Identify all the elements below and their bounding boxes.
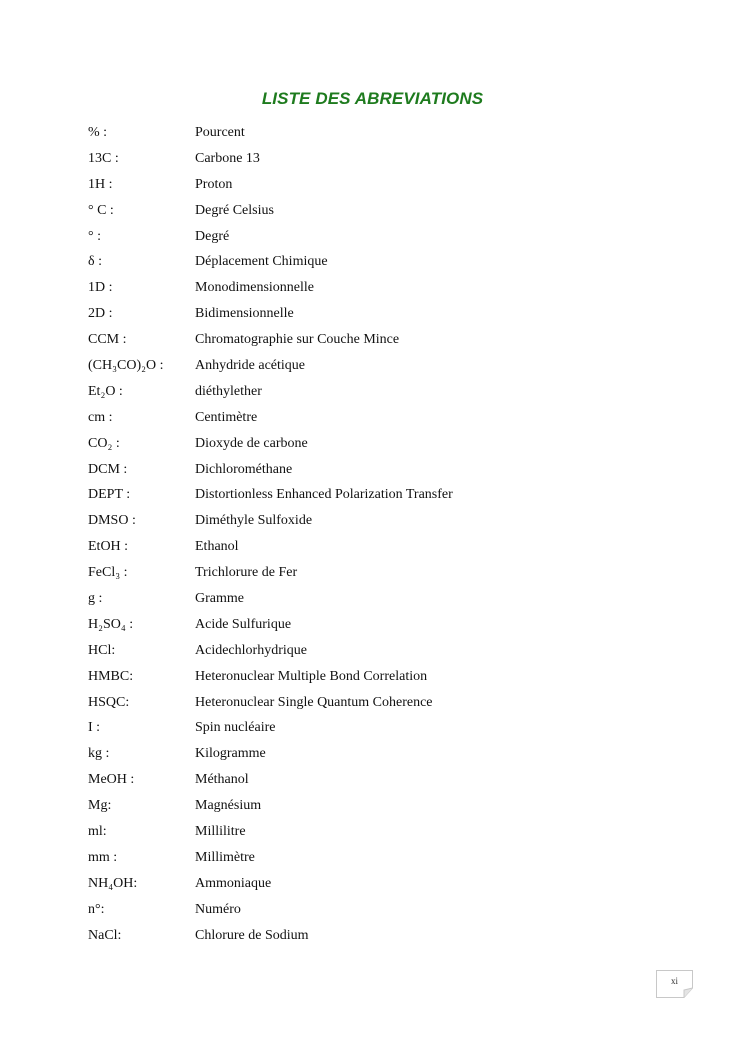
abbreviation-row: [88, 897, 688, 923]
abbreviation-term: NaCl:: [88, 927, 122, 943]
abbreviation-row: [88, 120, 688, 146]
abbreviation-row: [88, 767, 688, 793]
abbreviation-row: [88, 923, 688, 949]
abbreviation-term: 1D :: [88, 280, 113, 296]
abbreviation-definition: Diméthyle Sulfoxide: [195, 513, 313, 529]
page-number: xi: [670, 976, 678, 986]
abbreviation-definition: Gramme: [195, 590, 244, 606]
abbreviation-term: HCl:: [88, 642, 116, 658]
abbreviation-row: [88, 715, 688, 741]
abbreviation-definition: Degré Celsius: [195, 202, 274, 218]
abbreviation-row: [88, 664, 688, 690]
abbreviation-row: [88, 508, 688, 534]
abbreviation-list: [88, 120, 688, 949]
abbreviation-row: [88, 379, 688, 405]
abbreviation-row: [88, 612, 688, 638]
abbreviation-definition: Méthanol: [195, 772, 249, 788]
abbreviation-row: [88, 560, 688, 586]
abbreviation-term: NH₄OH:: [88, 875, 138, 891]
abbreviation-row: [88, 690, 688, 716]
abbreviation-term: kg :: [88, 746, 110, 762]
abbreviation-term: Mg:: [88, 798, 112, 814]
abbreviation-term: % :: [88, 124, 108, 140]
abbreviation-term: n°:: [88, 901, 105, 917]
abbreviation-definition: Heteronuclear Multiple Bond Correlation: [195, 668, 428, 684]
abbreviation-definition: Trichlorure de Fer: [195, 565, 298, 581]
abbreviation-row: [88, 172, 688, 198]
abbreviation-row: [88, 482, 688, 508]
abbreviation-definition: Acidechlorhydrique: [195, 642, 307, 658]
abbreviation-definition: Proton: [195, 176, 233, 192]
abbreviation-row: [88, 327, 688, 353]
page-title: LISTE DES ABREVIATIONS: [261, 89, 484, 108]
abbreviation-definition: Acide Sulfurique: [195, 616, 292, 632]
abbreviation-definition: Heteronuclear Single Quantum Coherence: [195, 694, 433, 710]
abbreviation-definition: Degré: [195, 228, 230, 244]
abbreviation-definition: Monodimensionnelle: [195, 280, 314, 296]
abbreviation-term: Et₂O :: [88, 383, 123, 399]
abbreviation-term: MeOH :: [88, 772, 135, 788]
abbreviation-term: g :: [88, 590, 103, 606]
abbreviation-row: [88, 224, 688, 250]
abbreviation-definition: Numéro: [195, 901, 241, 917]
abbreviation-term: (CH₃CO)₂O :: [88, 357, 164, 373]
abbreviation-definition: Magnésium: [195, 798, 262, 814]
abbreviation-term: cm :: [88, 409, 113, 425]
abbreviation-term: ° C :: [88, 202, 114, 218]
abbreviation-definition: Bidimensionnelle: [195, 306, 294, 322]
abbreviation-definition: Ammoniaque: [195, 875, 272, 891]
abbreviation-term: H₂SO₄ :: [88, 616, 134, 632]
abbreviation-definition: Pourcent: [195, 124, 245, 140]
abbreviation-row: [88, 586, 688, 612]
abbreviation-term: δ :: [88, 254, 102, 270]
abbreviation-row: [88, 793, 688, 819]
abbreviation-definition: Distortionless Enhanced Polarization Transfer: [195, 487, 453, 503]
abbreviation-row: [88, 275, 688, 301]
abbreviation-row: [88, 405, 688, 431]
abbreviation-row: [88, 871, 688, 897]
abbreviation-row: [88, 353, 688, 379]
abbreviation-definition: Dioxyde de carbone: [195, 435, 308, 451]
abbreviation-term: 13C :: [88, 150, 119, 166]
abbreviation-term: DCM :: [88, 461, 128, 477]
abbreviation-term: 1H :: [88, 176, 113, 192]
abbreviation-term: CO₂ :: [88, 435, 120, 451]
abbreviation-definition: Centimètre: [195, 409, 258, 425]
abbreviation-definition: Anhydride acétique: [195, 357, 306, 373]
abbreviation-term: DEPT :: [88, 487, 131, 503]
abbreviation-row: [88, 198, 688, 224]
abbreviation-row: [88, 431, 688, 457]
abbreviation-definition: Millimètre: [195, 849, 255, 865]
abbreviation-definition: Carbone 13: [195, 150, 260, 166]
abbreviation-row: [88, 457, 688, 483]
abbreviation-row: [88, 845, 688, 871]
abbreviation-row: [88, 249, 688, 275]
abbreviation-definition: Chromatographie sur Couche Mince: [195, 332, 400, 348]
abbreviation-term: DMSO :: [88, 513, 136, 529]
abbreviation-definition: Dichlorométhane: [195, 461, 293, 477]
abbreviation-definition: Déplacement Chimique: [195, 254, 328, 270]
abbreviation-definition: Spin nucléaire: [195, 720, 276, 736]
abbreviation-term: ° :: [88, 228, 101, 244]
abbreviation-row: [88, 534, 688, 560]
abbreviation-row: [88, 301, 688, 327]
abbreviation-definition: diéthylether: [195, 383, 262, 399]
abbreviation-term: EtOH :: [88, 539, 129, 555]
abbreviation-term: ml:: [88, 823, 107, 839]
abbreviation-definition: Millilitre: [195, 823, 246, 839]
abbreviation-term: CCM :: [88, 332, 127, 348]
abbreviation-term: 2D :: [88, 306, 113, 322]
abbreviation-definition: Chlorure de Sodium: [195, 927, 309, 943]
abbreviation-definition: Kilogramme: [195, 746, 266, 762]
abbreviation-term: I :: [88, 720, 101, 736]
abbreviation-definition: Ethanol: [195, 539, 239, 555]
abbreviation-term: FeCl₃ :: [88, 565, 128, 581]
abbreviation-row: [88, 741, 688, 767]
abbreviation-row: [88, 638, 688, 664]
abbreviation-row: [88, 146, 688, 172]
abbreviation-term: HMBC:: [88, 668, 134, 684]
abbreviation-row: [88, 819, 688, 845]
abbreviation-term: mm :: [88, 849, 118, 865]
abbreviation-term: HSQC:: [88, 694, 130, 710]
